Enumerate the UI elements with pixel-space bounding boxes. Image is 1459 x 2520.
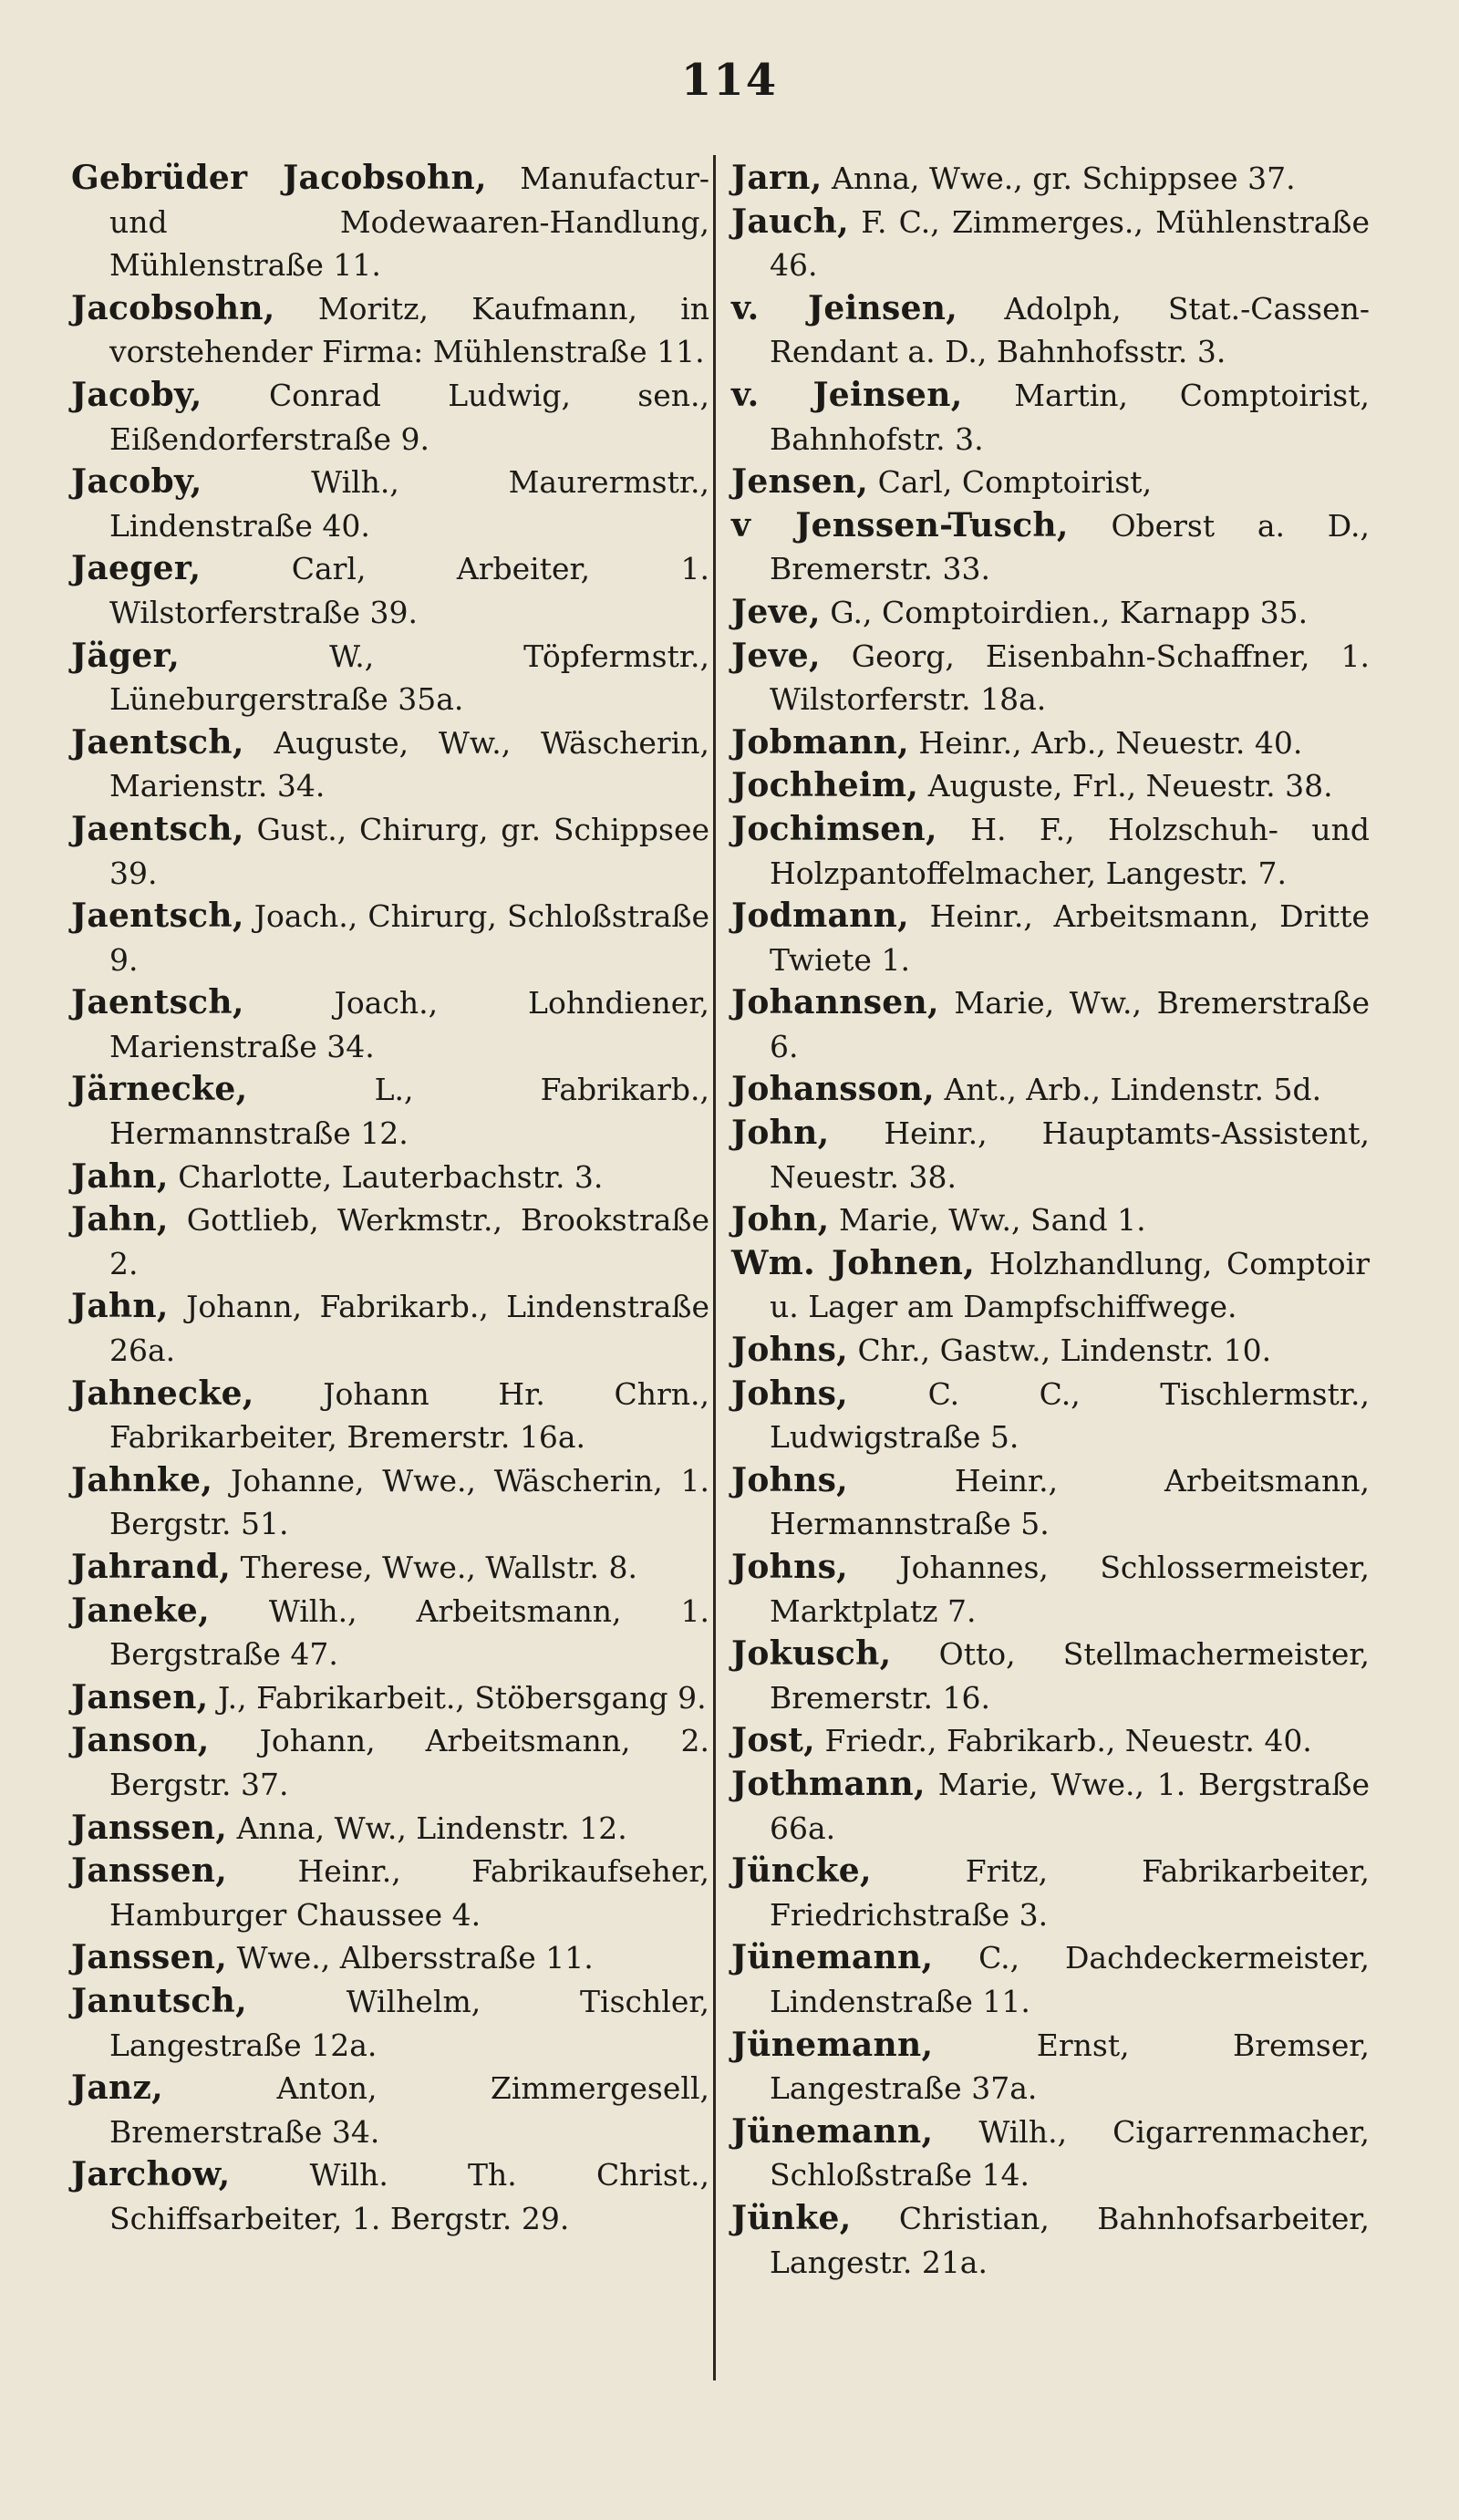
directory-entry xyxy=(71,1156,709,1199)
directory-entry xyxy=(731,2110,1370,2197)
entry-name: Jünemann, xyxy=(731,1938,934,1977)
entry-name: Jacoby, xyxy=(71,375,202,414)
entry-name: Jaentsch, xyxy=(71,722,244,762)
directory-entry xyxy=(731,157,1370,201)
entry-name: Jünke, xyxy=(731,2198,852,2237)
entry-details: Marie, Ww., Sand 1. xyxy=(838,1202,1146,1239)
directory-entry xyxy=(731,1373,1370,1459)
left-column xyxy=(71,157,709,2241)
directory-entry xyxy=(71,2153,709,2240)
entry-details: C., Dachdeckermeister, Lindenstraße 11. xyxy=(770,1940,1370,2019)
entry-name: Wm. Johnen, xyxy=(731,1243,976,1282)
entry-details: Wilh., Arbeitsmann, 1. Bergstraße 47. xyxy=(109,1592,709,1673)
entry-name: Janeke, xyxy=(71,1591,210,1630)
directory-entry xyxy=(731,764,1370,808)
entry-name: Jäger, xyxy=(71,636,181,675)
directory-entry xyxy=(71,1068,709,1155)
directory-entry xyxy=(71,1980,709,2067)
entry-name: Jobmann, xyxy=(731,722,909,762)
directory-entry xyxy=(71,374,709,461)
directory-entry xyxy=(731,1763,1370,1850)
directory-entry xyxy=(71,1546,709,1590)
entry-details: Wwe., Albersstraße 11. xyxy=(236,1940,594,1976)
entry-details: Fritz, Fabrikarbeiter, Friedrichstraße 3. xyxy=(770,1853,1370,1933)
entry-details: Heinr., Fabrikaufseher, Hamburger Chaussee 4. xyxy=(109,1853,709,1933)
entry-name: John, xyxy=(731,1200,830,1239)
entry-details: Wilhelm, Tischler, Langestraße 12a. xyxy=(109,1983,709,2063)
entry-name: Johns, xyxy=(731,1374,848,1413)
directory-entry xyxy=(731,2024,1370,2110)
directory-entry xyxy=(731,504,1370,591)
entry-details: Anna, Ww., Lindenstr. 12. xyxy=(236,1810,627,1846)
entry-details: Oberst a. D., Bremerstr. 33. xyxy=(770,507,1370,587)
entry-details: Wilh., Cigarrenmacher, Schloßstraße 14. xyxy=(770,2113,1370,2193)
entry-details: Heinr., Arbeitsmann, Hermannstraße 5. xyxy=(770,1462,1370,1542)
entry-details: Georg, Eisenbahn-Schaffner, 1. Wilstorferstr. 18a. xyxy=(770,638,1370,718)
entry-name: Jahrand, xyxy=(71,1548,232,1586)
directory-entry xyxy=(731,1198,1370,1242)
entry-name: v. Jeinsen, xyxy=(731,375,963,414)
directory-entry xyxy=(71,808,709,895)
entry-name: Jokusch, xyxy=(731,1634,892,1674)
directory-entry xyxy=(731,591,1370,635)
entry-details: Anna, Wwe., gr. Schippsee 37. xyxy=(832,161,1296,196)
directory-entry xyxy=(731,1459,1370,1546)
entry-details: Johann Hr. Chrn., Fabrikarbeiter, Bremerstr. 16a. xyxy=(109,1375,709,1456)
entry-name: Jarchow, xyxy=(71,2155,231,2194)
directory-entry xyxy=(731,1112,1370,1198)
entry-name: v. Jeinsen, xyxy=(731,288,958,327)
entry-details: Joach., Lohndiener, Marienstraße 34. xyxy=(109,985,709,1064)
entry-details: Moritz, Kaufmann, in vorstehender Firma: Mühlenstraße 11. xyxy=(109,290,709,370)
entry-name: Johns, xyxy=(731,1460,848,1499)
entry-name: Jahnecke, xyxy=(71,1374,254,1413)
entry-name: Johns, xyxy=(731,1331,848,1370)
directory-entry xyxy=(731,2197,1370,2284)
entry-details: Heinr., Arb., Neuestr. 40. xyxy=(918,724,1303,761)
entry-details: W., Töpfermstr., Lüneburgerstraße 35a. xyxy=(109,638,709,718)
directory-entry xyxy=(71,1719,709,1806)
directory-entry xyxy=(71,547,709,634)
entry-details: G., Comptoirdien., Karnapp 35. xyxy=(830,594,1309,630)
entry-details: Otto, Stellmachermeister, Bremerstr. 16. xyxy=(770,1636,1370,1716)
directory-entry xyxy=(71,2067,709,2153)
directory-entry xyxy=(71,981,709,1068)
entry-name: John, xyxy=(731,1114,830,1153)
entry-details: Gottlieb, Werkmstr., Brookstraße 2. xyxy=(109,1202,709,1281)
directory-entry xyxy=(731,635,1370,721)
directory-entry xyxy=(731,1719,1370,1763)
page-number: 114 xyxy=(680,55,779,106)
entry-name: Jeve, xyxy=(731,592,821,631)
directory-entry xyxy=(71,635,709,721)
entry-name: Jost, xyxy=(731,1721,815,1760)
directory-entry xyxy=(71,1590,709,1676)
entry-name: Jaentsch, xyxy=(71,983,244,1022)
column-divider xyxy=(713,155,716,2380)
entry-name: Janson, xyxy=(71,1721,210,1760)
directory-entry xyxy=(71,1459,709,1546)
directory-entry xyxy=(71,1850,709,1936)
entry-name: Jaentsch, xyxy=(71,809,244,848)
entry-name: Jünemann, xyxy=(731,2111,934,2151)
entry-details: Johannes, Schlossermeister, Marktplatz 7. xyxy=(770,1550,1370,1629)
entry-name: Jochimsen, xyxy=(731,809,937,848)
entry-name: Jothmann, xyxy=(731,1764,926,1803)
entry-details: C. C., Tischlermstr., Ludwigstraße 5. xyxy=(770,1375,1370,1456)
directory-entry xyxy=(71,1936,709,1980)
entry-details: Marie, Wwe., 1. Bergstraße 66a. xyxy=(770,1766,1370,1846)
entry-name: Jacobsohn, xyxy=(71,288,275,327)
entry-details: Anton, Zimmergesell, Bremerstraße 34. xyxy=(109,2070,709,2150)
entry-name: Johansson, xyxy=(731,1070,935,1109)
entry-details: Charlotte, Lauterbachstr. 3. xyxy=(178,1158,604,1195)
entry-name: Jeve, xyxy=(731,636,821,675)
entry-details: Holzhandlung, Comptoir u. Lager am Dampfschiffwege. xyxy=(770,1245,1370,1325)
directory-entry xyxy=(731,981,1370,1068)
directory-entry xyxy=(731,287,1370,374)
entry-name: Janssen, xyxy=(71,1938,228,1977)
entry-name: Järnecke, xyxy=(71,1070,248,1109)
directory-entry xyxy=(71,1198,709,1285)
entry-details: H. F., Holzschuh- und Holzpantoffelmacher, Langestr. 7. xyxy=(770,811,1370,891)
entry-name: Jaeger, xyxy=(71,549,202,588)
entry-details: Johann, Arbeitsmann, 2. Bergstr. 37. xyxy=(109,1723,709,1802)
directory-entry xyxy=(731,1546,1370,1633)
directory-entry xyxy=(731,1936,1370,2023)
entry-name: Jahn, xyxy=(71,1156,169,1196)
directory-entry xyxy=(731,461,1370,504)
entry-details: Heinr., Hauptamts-Assistent, Neuestr. 38. xyxy=(770,1115,1370,1195)
entry-details: Therese, Wwe., Wallstr. 8. xyxy=(240,1550,637,1585)
entry-name: Johannsen, xyxy=(731,983,939,1022)
entry-name: Jauch, xyxy=(731,202,849,241)
directory-entry xyxy=(71,1285,709,1372)
directory-entry xyxy=(731,895,1370,981)
directory-entry xyxy=(731,808,1370,895)
entry-details: Auguste, Frl., Neuestr. 38. xyxy=(927,768,1333,804)
directory-entry xyxy=(731,374,1370,461)
directory-entry xyxy=(71,1373,709,1459)
entry-details: Wilh. Th. Christ., Schiffsarbeiter, 1. Bergstr. 29. xyxy=(109,2157,709,2236)
entry-name: Janz, xyxy=(71,2069,164,2108)
directory-entry xyxy=(71,1676,709,1720)
entry-details: Adolph, Stat.-Cassen-Rendant a. D., Bahnhofsstr. 3. xyxy=(770,290,1370,370)
entry-name: Jahn, xyxy=(71,1287,169,1326)
entry-name: Jansen, xyxy=(71,1677,209,1716)
entry-name: Johns, xyxy=(731,1548,848,1586)
directory-entry xyxy=(71,287,709,374)
entry-details: Joach., Chirurg, Schloßstraße 9. xyxy=(109,898,710,978)
entry-details: Johann, Fabrikarb., Lindenstraße 26a. xyxy=(109,1289,709,1369)
entry-name: Jünemann, xyxy=(731,2025,934,2064)
entry-name: Jahnke, xyxy=(71,1460,213,1499)
entry-details: L., Fabrikarb., Hermannstraße 12. xyxy=(109,1072,709,1152)
entry-details: Ant., Arb., Lindenstr. 5d. xyxy=(944,1072,1322,1108)
entry-name: Jarn, xyxy=(731,159,823,197)
entry-name: Gebrüder Jacobsohn, xyxy=(71,159,487,197)
directory-entry xyxy=(71,721,709,808)
entry-details: Manufactur- und Modewaaren-Handlung, Mühlenstraße 11. xyxy=(109,161,709,284)
entry-name: v Jenssen-Tusch, xyxy=(731,505,1069,544)
right-column xyxy=(731,157,1370,2284)
entry-name: Jochheim, xyxy=(731,766,919,805)
entry-details: Friedr., Fabrikarb., Neuestr. 40. xyxy=(824,1723,1312,1759)
directory-entry xyxy=(731,201,1370,287)
entry-details: Heinr., Arbeitsmann, Dritte Twiete 1. xyxy=(770,898,1370,978)
entry-details: Conrad Ludwig, sen., Eißendorferstraße 9. xyxy=(109,377,709,457)
entry-name: Janssen, xyxy=(71,1851,228,1891)
entry-details: Marie, Ww., Bremerstraße 6. xyxy=(770,985,1370,1064)
directory-entry xyxy=(731,1850,1370,1936)
directory-entry xyxy=(731,1633,1370,1719)
entry-details: J., Fabrikarbeit., Stöbersgang 9. xyxy=(218,1679,707,1716)
entry-details: Chr., Gastw., Lindenstr. 10. xyxy=(857,1333,1272,1369)
entry-details: Carl, Arbeiter, 1. Wilstorferstraße 39. xyxy=(109,551,709,630)
entry-name: Jüncke, xyxy=(731,1851,872,1891)
entry-details: Christian, Bahnhofsarbeiter, Langestr. 21a. xyxy=(770,2200,1370,2280)
entry-name: Janssen, xyxy=(71,1808,228,1847)
entry-details: Gust., Chirurg, gr. Schippsee 39. xyxy=(109,811,709,891)
entry-details: Ernst, Bremser, Langestraße 37a. xyxy=(770,2027,1370,2107)
entry-name: Jahn, xyxy=(71,1200,169,1239)
directory-entry xyxy=(731,1242,1370,1329)
directory-entry xyxy=(71,1807,709,1851)
entry-details: Carl, Comptoirist, xyxy=(877,464,1153,501)
directory-entry xyxy=(71,157,709,287)
entry-details: Wilh., Maurermstr., Lindenstraße 40. xyxy=(109,464,709,544)
entry-name: Jensen, xyxy=(731,462,869,502)
entry-name: Jacoby, xyxy=(71,462,202,502)
entry-details: Martin, Comptoirist, Bahnhofstr. 3. xyxy=(770,377,1370,457)
entry-details: Auguste, Ww., Wäscherin, Marienstr. 34. xyxy=(109,724,709,804)
entry-details: Johanne, Wwe., Wäscherin, 1. Bergstr. 51. xyxy=(109,1462,709,1542)
directory-entry xyxy=(71,895,709,981)
directory-entry xyxy=(731,1068,1370,1112)
entry-name: Jodmann, xyxy=(731,897,909,936)
entry-name: Janutsch, xyxy=(71,1981,247,2020)
directory-entry xyxy=(731,721,1370,765)
directory-entry xyxy=(71,461,709,547)
entry-name: Jaentsch, xyxy=(71,897,244,936)
entry-details: F. C., Zimmerges., Mühlenstraße 46. xyxy=(770,203,1370,284)
directory-entry xyxy=(731,1329,1370,1373)
